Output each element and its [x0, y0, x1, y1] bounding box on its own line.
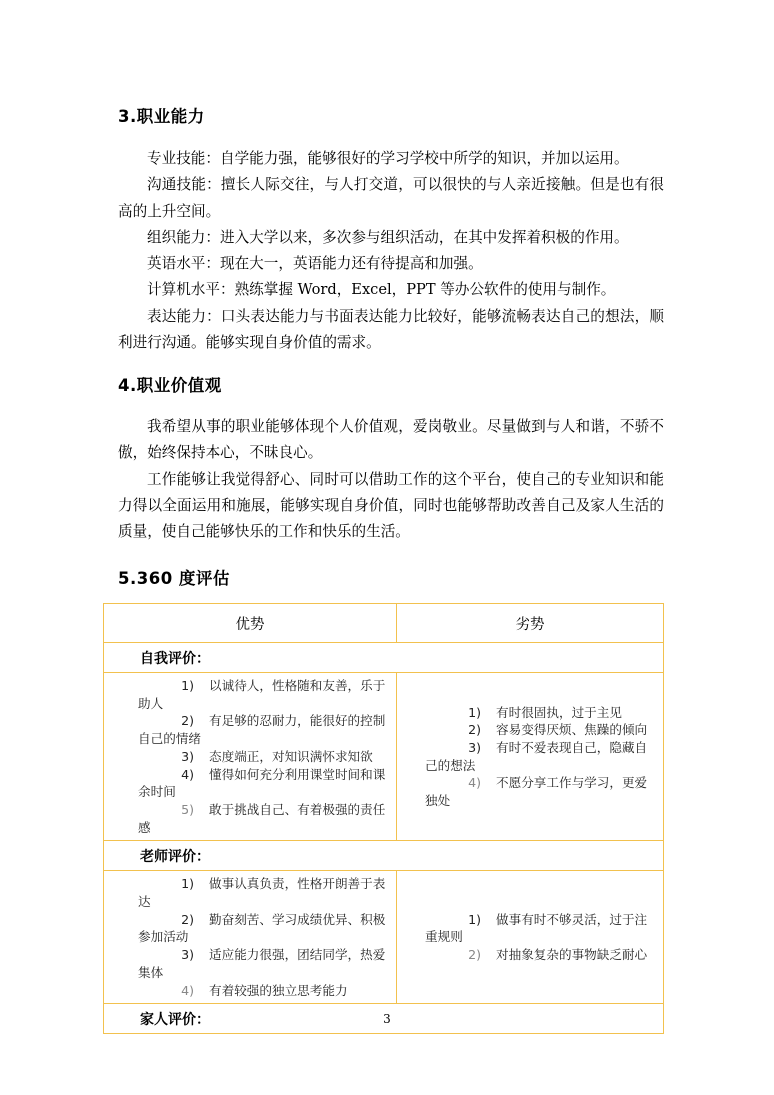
skill-english: 英语水平：现在大一，英语能力还有待提高和加强。 [147, 255, 483, 273]
skill-organization: 组织能力：进入大学以来，多次参与组织活动，在其中发挥着积极的作用。 [147, 228, 629, 246]
list-item: 2) 对抽象复杂的事物缺乏耐心 [468, 947, 648, 963]
list-item: 3) 态度端正，对知识满怀求知欲 [181, 748, 373, 764]
list-item: 1) 做事认真负责，性格开朗善于表达 [138, 876, 386, 910]
skill-communication: 沟通技能：擅长人际交往，与人打交道，可以很快的与人亲近接触。但是也有很高的上升空间。 [118, 176, 664, 220]
list-item: 2) 勤奋刻苦、学习成绩优异、积极参加活动 [138, 911, 386, 945]
page-number: 3 [383, 1012, 391, 1026]
values-paragraph-1: 我希望从事的职业能够体现个人价值观，爱岗敬业。尽量做到与人和谐，不骄不傲，始终保持本心，不昧良心。 [118, 418, 664, 462]
list-item: 5) 敢于挑战自己、有着极强的责任感 [138, 801, 386, 835]
teacher-strengths-cell [104, 871, 397, 1004]
self-weaknesses-cell [397, 673, 664, 841]
section-3-body [118, 146, 664, 356]
strengths-column-header: 优势 [104, 604, 397, 643]
list-item: 2) 有足够的忍耐力，能很好的控制自己的情绪 [138, 713, 386, 747]
skill-expression: 表达能力：口头表达能力与书面表达能力比较好，能够流畅表达自己的想法，顺利进行沟通。能够实现自身价值的需求。 [118, 307, 664, 352]
family-evaluation-label: 家人评价： [104, 1004, 664, 1034]
teacher-weaknesses-list [425, 911, 657, 964]
self-weaknesses-list [425, 704, 657, 810]
list-item: 1) 做事有时不够灵活，过于注重规则 [425, 911, 648, 945]
teacher-weaknesses-cell [397, 871, 664, 1004]
weaknesses-column-header: 劣势 [397, 604, 664, 643]
list-item: 1) 有时很固执，过于主见 [468, 704, 622, 720]
section-5-heading: 5.360 度评估 [118, 569, 230, 588]
list-item: 1) 以诚待人，性格随和友善，乐于助人 [138, 678, 386, 711]
skill-computer: 计算机水平：熟练掌握 Word，Excel，PPT 等办公软件的使用与制作。 [147, 281, 616, 299]
self-evaluation-label: 自我评价： [104, 643, 664, 673]
section-4-heading: 4.职业价值观 [118, 376, 222, 395]
evaluation-table [103, 603, 664, 1034]
list-item: 2) 容易变得厌烦、焦躁的倾向 [468, 722, 648, 738]
skill-professional: 专业技能：自学能力强，能够很好的学习学校中所学的知识，并加以运用。 [147, 150, 629, 167]
list-item: 4) 有着较强的独立思考能力 [181, 982, 348, 998]
list-item: 4) 懂得如何充分利用课堂时间和课余时间 [138, 766, 386, 800]
section-4-body [118, 414, 664, 545]
self-strengths-list [138, 677, 390, 836]
values-paragraph-2: 工作能够让我觉得舒心、同时可以借助工作的这个平台，使自己的专业知识和能力得以全面运用和施展，能够实现自身价值，同时也能够帮助改善自己及家人生活的质量，使自己能够快乐的工作和快乐的生活。 [118, 470, 664, 541]
list-item: 3) 适应能力很强，团结同学，热爱集体 [138, 947, 386, 980]
list-item: 3) 有时不爱表现自己，隐藏自己的想法 [425, 739, 648, 773]
teacher-evaluation-label: 老师评价： [104, 841, 664, 871]
self-strengths-cell [104, 673, 397, 841]
teacher-strengths-list [138, 875, 390, 999]
list-item: 4) 不愿分享工作与学习，更爱独处 [425, 775, 648, 809]
section-3-heading: 3.职业能力 [118, 107, 205, 126]
